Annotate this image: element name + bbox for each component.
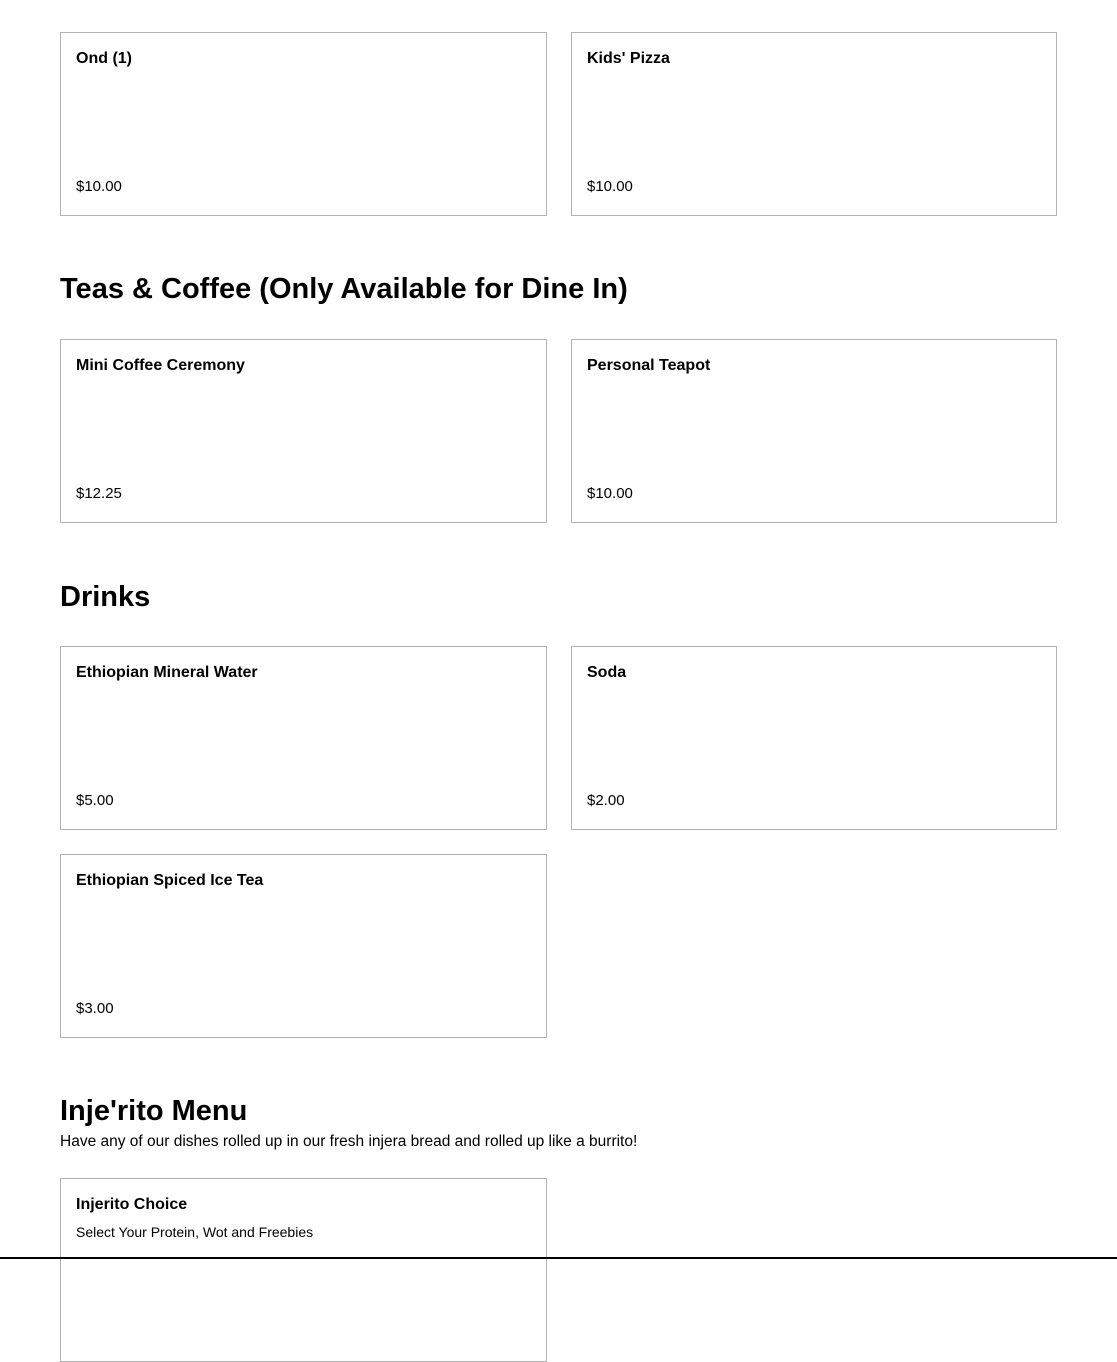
injerito-items-grid [60,1178,1057,1362]
menu-item-card[interactable] [571,646,1057,830]
menu-item-card[interactable] [60,32,547,216]
item-description: Select Your Protein, Wot and Freebies [76,1224,314,1240]
item-price: $10.00 [587,178,633,195]
menu-item-card[interactable] [60,646,547,830]
menu-item-card[interactable] [571,32,1057,216]
item-price: $10.00 [76,178,122,195]
section-description: Have any of our dishes rolled up in our fresh injera bread and rolled up like a burrito! [60,1133,638,1150]
teas-items-grid [60,339,1057,523]
item-price: $10.00 [587,485,633,502]
section-title-drinks: Drinks [60,581,151,613]
menu-item-card[interactable] [60,854,547,1038]
item-price: $3.00 [76,1000,114,1017]
menu-item-card[interactable] [571,339,1057,523]
section-title-injerito: Inje'rito Menu [60,1095,248,1127]
item-name: Kids' Pizza [587,50,670,67]
menu-item-card[interactable] [60,1178,547,1362]
drinks-items-grid [60,646,1057,1038]
item-name: Ond (1) [76,50,132,67]
item-price: $2.00 [587,792,625,809]
menu-item-card[interactable] [60,339,547,523]
item-name: Personal Teapot [587,357,711,374]
item-name: Ethiopian Spiced Ice Tea [76,872,264,889]
item-price: $12.25 [76,485,122,502]
section-title-teas-coffee: Teas & Coffee (Only Available for Dine In) [60,273,628,305]
item-name: Soda [587,664,627,681]
item-price: $5.00 [76,792,114,809]
item-name: Mini Coffee Ceremony [76,357,245,374]
item-name: Ethiopian Mineral Water [76,664,258,681]
kids-items-grid [60,32,1057,216]
menu-page [60,32,1057,1362]
item-name: Injerito Choice [76,1196,188,1213]
